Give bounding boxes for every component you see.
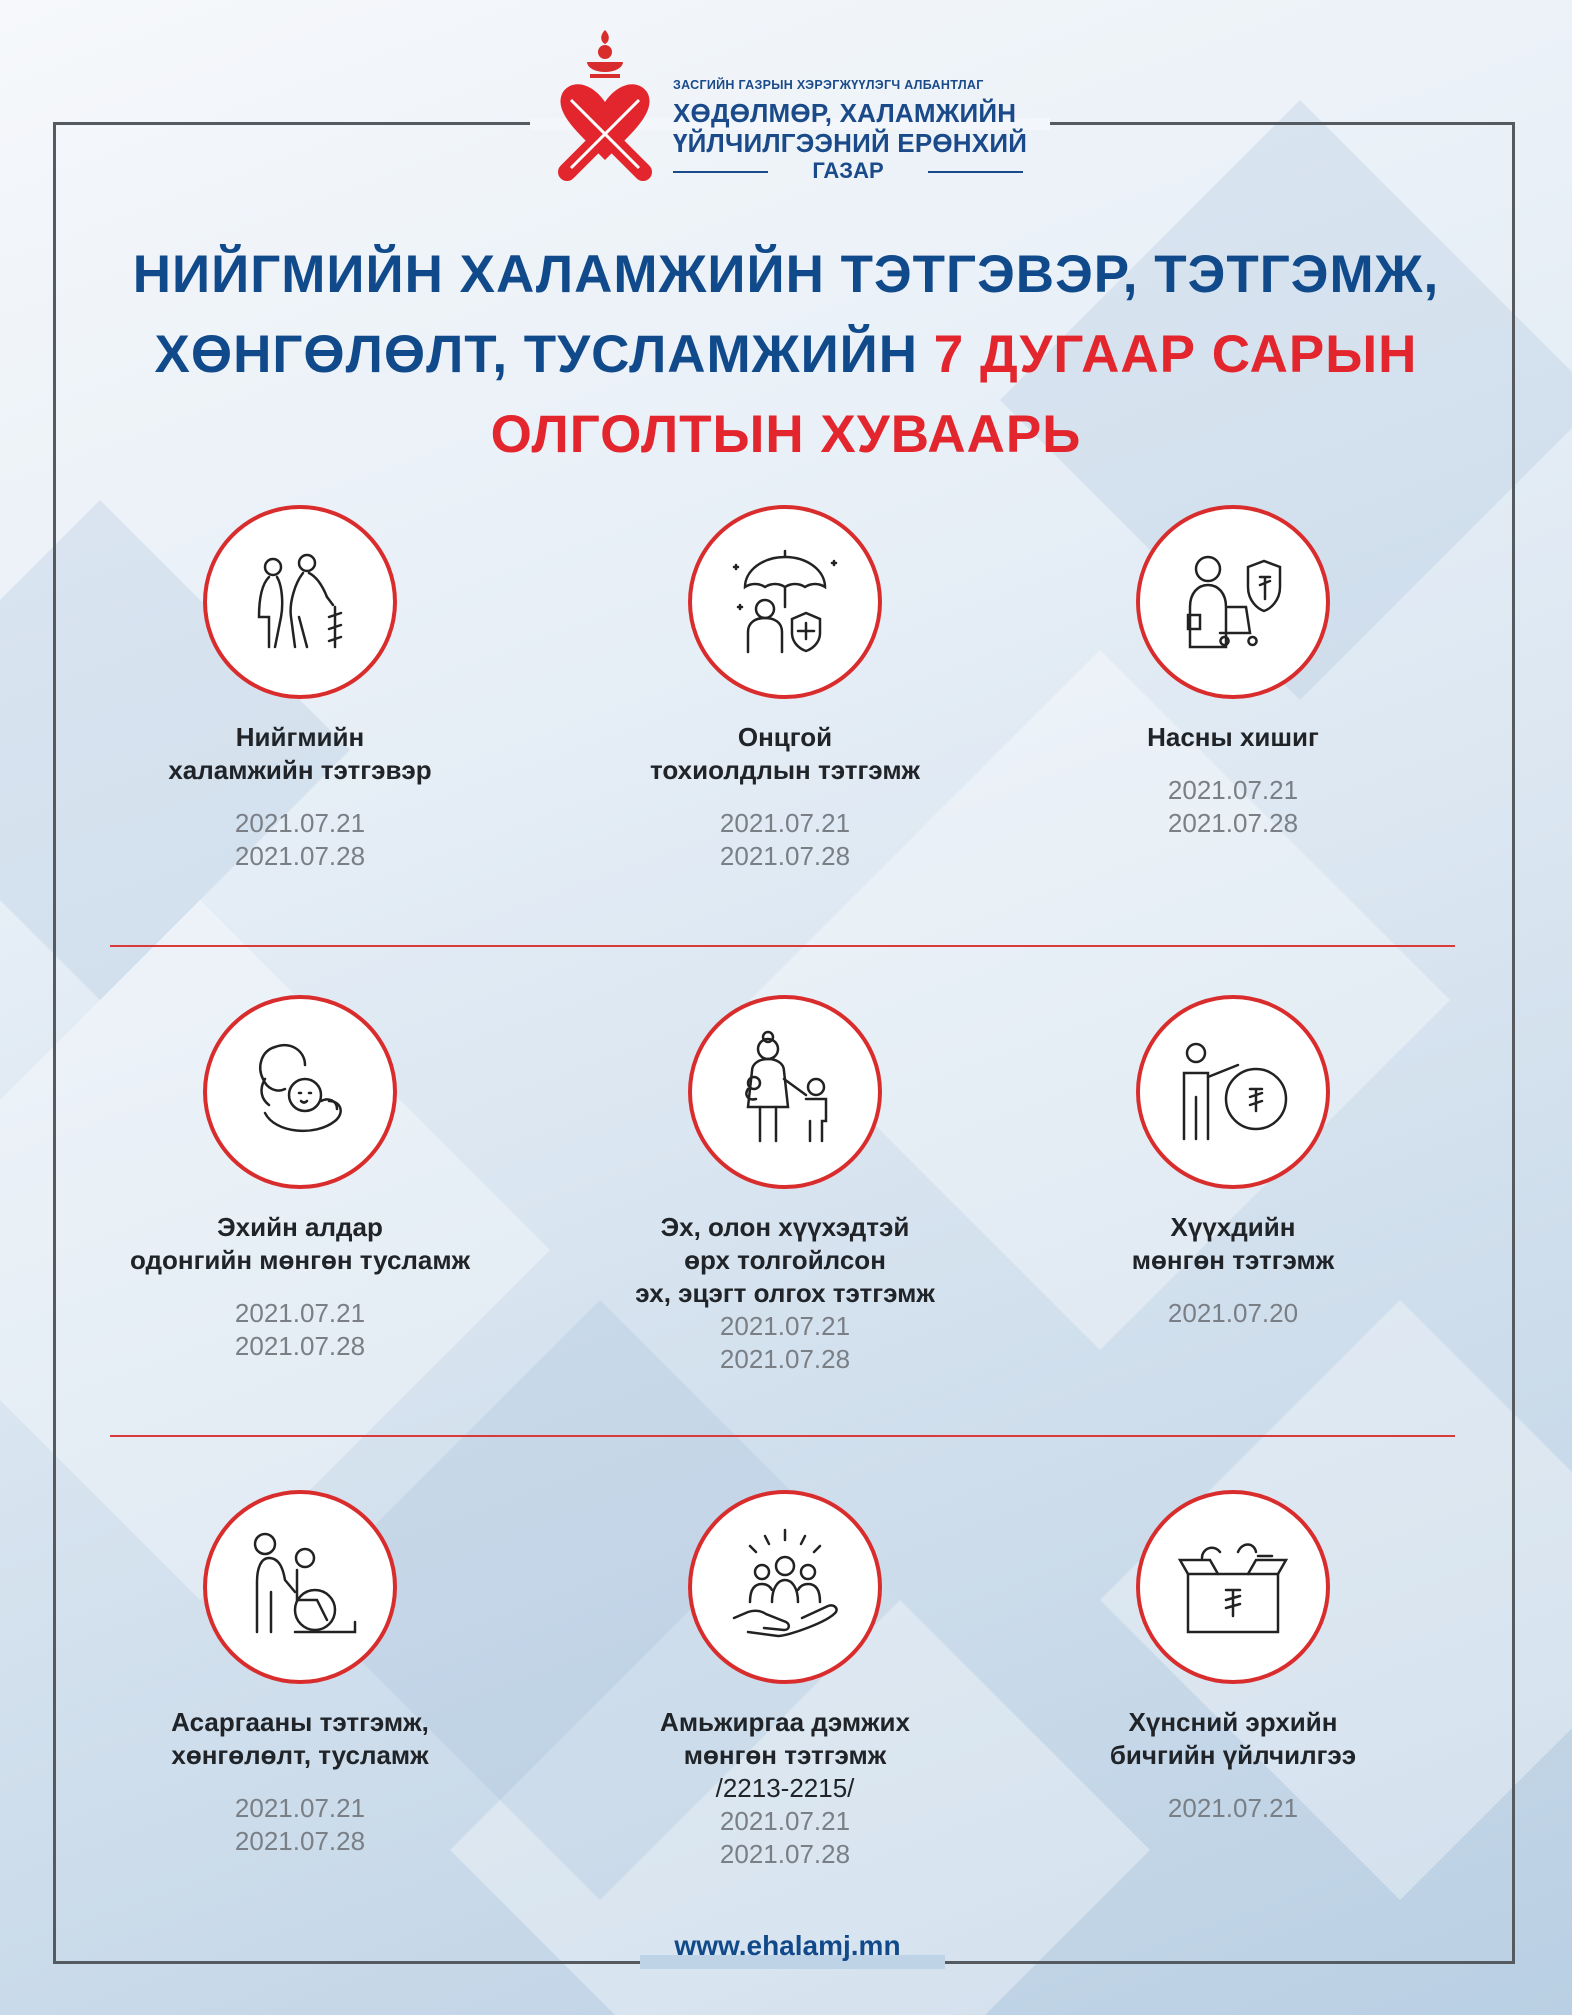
- agency-small-title: ЗАСГИЙН ГАЗРЫН ХЭРЭГЖҮҮЛЭГЧ АЛБАНТЛАГ: [673, 78, 984, 92]
- benefit-card: [70, 1490, 530, 1858]
- child-coin-icon: [1168, 1027, 1298, 1157]
- benefit-label-line: тохиолдлын тэтгэмж: [650, 755, 920, 785]
- elderly-shield-icon: [1168, 537, 1298, 667]
- payout-date: 2021.07.28: [234, 1826, 366, 1856]
- benefit-dates: [555, 1310, 1015, 1376]
- benefit-label: [70, 1706, 530, 1772]
- benefit-card: [1003, 995, 1463, 1330]
- benefit-icon-circle: [1136, 1490, 1330, 1684]
- benefit-label-line: халамжийн тэтгэвэр: [168, 755, 432, 785]
- benefit-label-line: бичгийн үйлчилгээ: [1109, 1740, 1357, 1770]
- caregiver-wheelchair-icon: [235, 1522, 365, 1652]
- payout-date: 2021.07.21: [1167, 1793, 1299, 1823]
- benefit-dates: [1003, 1297, 1463, 1330]
- title-line2-blue: ХӨНГӨЛӨЛТ, ТУСЛАМЖИЙН: [154, 325, 919, 384]
- benefit-label-line: эх, эцэгт олгох тэтгэмж: [635, 1278, 935, 1308]
- benefit-card: [555, 505, 1015, 873]
- benefit-label-line: Асаргааны тэтгэмж,: [171, 1707, 429, 1737]
- page-title: [60, 235, 1512, 475]
- benefit-label-line: мөнгөн тэтгэмж: [683, 1740, 887, 1770]
- benefit-dates: [555, 1805, 1015, 1871]
- payout-date: 2021.07.21: [234, 1793, 366, 1823]
- agency-title-line1: ХӨДӨЛМӨР, ХАЛАМЖИЙН: [673, 98, 1017, 128]
- food-box-icon: [1168, 1522, 1298, 1652]
- payout-date: 2021.07.21: [719, 1806, 851, 1836]
- title-line2: [60, 315, 1512, 395]
- benefit-icon-circle: [1136, 505, 1330, 699]
- benefit-label-line: Эхийн алдар: [217, 1212, 383, 1242]
- row-divider: [110, 945, 1455, 947]
- website-link[interactable]: www.ehalamj.mn: [674, 1930, 901, 1961]
- benefit-icon-circle: [203, 505, 397, 699]
- benefit-label-line: одонгийн мөнгөн тусламж: [129, 1245, 471, 1275]
- benefit-label-line: Хүүхдийн: [1170, 1212, 1296, 1242]
- benefit-card: [555, 1490, 1015, 1871]
- benefit-icon-circle: [688, 995, 882, 1189]
- agency-gazar-text: ГАЗАР: [812, 158, 884, 183]
- benefit-dates: [70, 807, 530, 873]
- benefit-label: [1003, 1706, 1463, 1772]
- benefit-icon-circle: [1136, 995, 1330, 1189]
- benefit-dates: [1003, 774, 1463, 840]
- benefit-label: [70, 721, 530, 787]
- benefit-card: [70, 505, 530, 873]
- payout-date: 2021.07.28: [719, 1344, 851, 1374]
- title-line3: ОЛГОЛТЫН ХУВААРЬ: [490, 405, 1082, 464]
- benefit-label-line: Насны хишиг: [1147, 722, 1319, 752]
- benefit-icon-circle: [688, 1490, 882, 1684]
- benefit-label-line: Амьжиргаа дэмжих: [660, 1707, 910, 1737]
- payout-date: 2021.07.28: [234, 841, 366, 871]
- benefit-label: [555, 1706, 1015, 1772]
- payout-date: 2021.07.21: [719, 808, 851, 838]
- benefit-card: [1003, 505, 1463, 840]
- benefit-dates: [70, 1297, 530, 1363]
- benefit-card: [70, 995, 530, 1363]
- title-line1: НИЙГМИЙН ХАЛАМЖИЙН ТЭТГЭВЭР, ТЭТГЭМЖ,: [132, 245, 1440, 304]
- payout-date: 2021.07.28: [719, 841, 851, 871]
- payout-date: 2021.07.21: [1167, 775, 1299, 805]
- payout-date: 2021.07.21: [719, 1311, 851, 1341]
- benefit-icon-circle: [688, 505, 882, 699]
- benefit-label-line: мөнгөн тэтгэмж: [1131, 1245, 1335, 1275]
- benefit-dates: [555, 807, 1015, 873]
- elderly-couple-icon: [235, 537, 365, 667]
- benefit-label-line: хөнгөлөлт, тусламж: [171, 1740, 429, 1770]
- benefit-code: /2213-2215/: [715, 1773, 855, 1803]
- benefit-label-line: өрх толгойлсон: [684, 1245, 886, 1275]
- benefit-dates: [70, 1792, 530, 1858]
- benefit-label: [70, 1211, 530, 1277]
- benefit-icon-circle: [203, 995, 397, 1189]
- benefit-label: [1003, 721, 1463, 754]
- payout-date: 2021.07.20: [1167, 1298, 1299, 1328]
- agency-title-line2: ҮЙЛЧИЛГЭЭНИЙ ЕРӨНХИЙ: [673, 128, 1028, 158]
- row-divider: [110, 1435, 1455, 1437]
- agency-name: [673, 78, 1043, 184]
- benefit-card: [555, 995, 1015, 1376]
- benefit-label-line: Нийгмийн: [235, 722, 365, 752]
- benefit-label-line: Эх, олон хүүхэдтэй: [660, 1212, 910, 1242]
- payout-date: 2021.07.28: [1167, 808, 1299, 838]
- agency-logo: [545, 22, 1045, 192]
- hand-people-icon: [720, 1522, 850, 1652]
- benefit-label: [1003, 1211, 1463, 1277]
- umbrella-protection-icon: [720, 537, 850, 667]
- benefit-icon-circle: [203, 1490, 397, 1684]
- agency-title-line3: [673, 158, 1023, 184]
- benefit-dates: [1003, 1792, 1463, 1825]
- benefit-label: [555, 1211, 1015, 1310]
- payout-date: 2021.07.21: [234, 808, 366, 838]
- benefit-label-line: Хүнсний эрхийн: [1128, 1707, 1338, 1737]
- benefit-card: [1003, 1490, 1463, 1825]
- mother-children-icon: [720, 1027, 850, 1157]
- mother-baby-icon: [235, 1027, 365, 1157]
- benefit-label-line: Онцгой: [737, 722, 833, 752]
- payout-date: 2021.07.28: [719, 1839, 851, 1869]
- title-line2-red: 7 ДУГААР САРЫН: [933, 325, 1418, 384]
- benefit-dates: [555, 1772, 1015, 1805]
- agency-emblem-icon: [545, 22, 675, 187]
- payout-date: 2021.07.28: [234, 1331, 366, 1361]
- payout-date: 2021.07.21: [234, 1298, 366, 1328]
- benefit-label: [555, 721, 1015, 787]
